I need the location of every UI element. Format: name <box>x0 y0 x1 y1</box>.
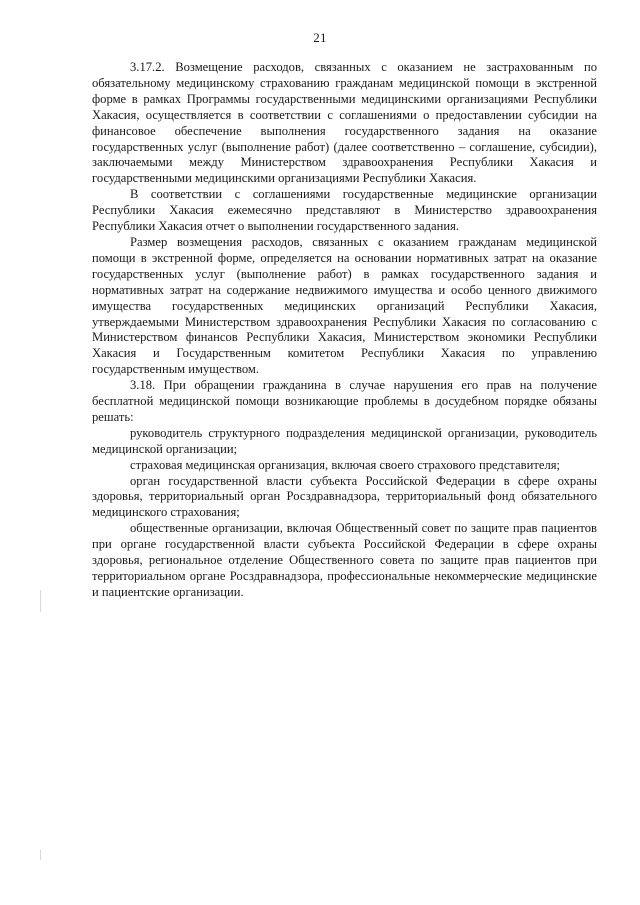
paragraph-reimbursement-amount: Размер возмещения расходов, связанных с оказанием гражданам медицинской помощи в экстренной форме, определяется на основании нормативных затрат на оказание государственных услуг (выполнение работ) в рамках государственного задания и нормативных затрат на содержание недвижимого имущества и особо ценного движимого имущества государственных медицинских организаций Республики Хакасия, утверждаемыми Министерством здравоохранения Республики Хакасия по согласованию с Министерством финансов Республики Хакасия, Министерством экономики Республики Хакасия и Государственным комитетом Республики Хакасия по управлению государственным имуществом. <box>92 234 597 377</box>
page-number: 21 <box>313 30 327 45</box>
list-item-state-authority: орган государственной власти субъекта Российской Федерации в сфере охраны здоровья, территориальный орган Росздравнадзора, территориальный фонд обязательного медицинского страхования; <box>92 473 597 520</box>
list-item-public-organizations: общественные организации, включая Общественный совет по защите прав пациентов при органе государственной власти субъекта Российской Федерации в сфере охраны здоровья, региональное отделение Общественного совета по защите прав пациентов при территориальном органе Росздравнадзора, профессиональные некоммерческие медицинские и пациентские организации. <box>92 521 597 599</box>
scan-artifact <box>40 850 41 860</box>
paragraph-reporting: В соответствии с соглашениями государственные медицинские организации Республики Хакасия ежемесячно представляют в Министерство здравоохранения Республики Хакасия отчет о выполнении государственного задания. <box>92 187 597 234</box>
list-item-insurance-organization: страховая медицинская организация, включая своего страхового представителя; <box>130 457 561 472</box>
list-item-head-of-unit: руководитель структурного подразделения медицинской организации, руководитель медицинской организации; <box>92 425 597 456</box>
paragraph-3-18: 3.18. При обращении гражданина в случае нарушения его прав на получение бесплатной медицинской помощи возникающие проблемы в досудебном порядке обязаны решать: <box>92 378 597 424</box>
scan-artifact <box>40 590 41 612</box>
document-body <box>92 60 597 601</box>
paragraph-3-17-2: 3.17.2. Возмещение расходов, связанных с оказанием не застрахованным по обязательному медицинскому страхованию гражданам медицинской помощи в экстренной форме в рамках Программы государственными медицинскими организациями Республики Хакасия, осуществляется в соответствии с соглашениями о предоставлении субсидии на финансовое обеспечение выполнения государственного задания на оказание государственных услуг (выполнение работ) (далее соответственно – соглашение, субсидии), заключаемыми между Министерством здравоохранения Республики Хакасия и государственными медицинскими организациями Республики Хакасия. <box>92 60 597 186</box>
